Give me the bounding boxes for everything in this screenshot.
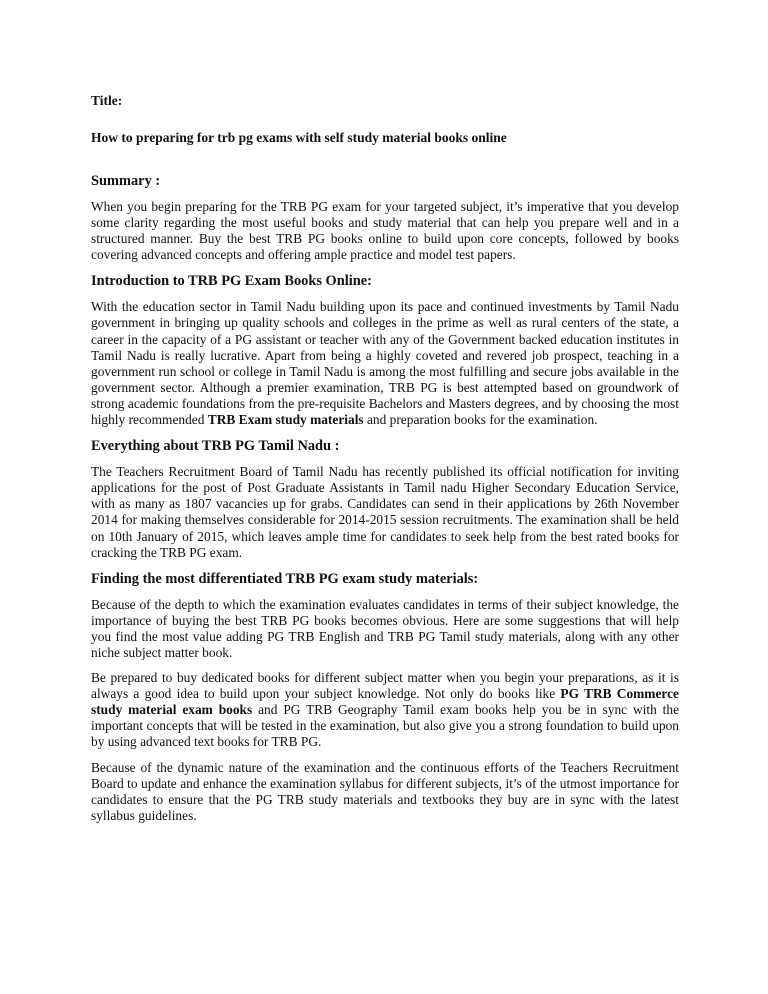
finding-2-text-end: and PG TRB Geography Tamil exam books help you be in sync with the important concepts that will be tested in the examination, but also give you a strong foundation to build upon by using advanced text books for TRB PG. [91, 702, 680, 750]
intro-heading: Introduction to TRB PG Exam Books Online: [91, 273, 372, 290]
intro-bold-phrase: TRB Exam study materials [207, 412, 364, 428]
finding-paragraph-3: Because of the dynamic nature of the examination and the continuous efforts of the Teachers Recruitment Board to update and enhance the examination syllabus for different subjects, it’s of the utmost importance for candidates to ensure that the PG TRB study materials and textbooks they buy are in sync with the latest syllabus guidelines. [91, 759, 679, 823]
intro-text-start: With the education sector in Tamil Nadu building upon its pace and continued investments by Tamil Nadu government in bringing up quality schools and colleges in the prime as well as rural centers of the state, a career in the capacity of a PG assistant or teacher with any of the Government backed education institutes in Tamil Nadu is really lucrative. Apart from being a highly coveted and revered job prospect, teaching in a government run school or college in Tamil Nadu is among the most fulfilling and secure jobs available in the government sector. Although a premier examination, TRB PG is best attempted based on groundwork of strong academic foundations from the pre-requisite Bachelors and Masters degrees, and by choosing the most highly recommended [91, 299, 679, 428]
finding-2-bold-phrase: PG TRB Commerce study material exam books [91, 686, 679, 718]
intro-text-end: and preparation books for the examination. [363, 412, 598, 428]
everything-paragraph: The Teachers Recruitment Board of Tamil Nadu has recently published its official notification for inviting applications for the post of Post Graduate Assistants in Tamil nadu Higher Secondary Education Service, with as many as 1807 vacancies up for grabs. Candidates can send in their applications by 26th November 2014 for making themselves considerable for 2014-2015 session recruitments. The examination shall be held on 10th January of 2015, which leaves ample time for candidates to seek help from the best rated books for cracking the TRB PG exam. [91, 464, 679, 560]
finding-paragraph-2 [91, 670, 679, 750]
document-body [91, 172, 679, 833]
document-title: How to preparing for trb pg exams with self study material books online [91, 130, 507, 145]
finding-2-text-start: Be prepared to buy dedicated books for different subject matter when you begin your preparations, as it is always a good idea to build upon your subject knowledge. Not only do books like [91, 670, 679, 702]
summary-heading: Summary : [91, 173, 161, 189]
title-label: Title: [91, 93, 123, 108]
summary-paragraph: When you begin preparing for the TRB PG exam for your targeted subject, it’s imperative that you develop some clarity regarding the most useful books and study material that can help you prepare well and in a structured manner. Buy the best TRB PG books online to build upon core concepts, followed by books covering advanced concepts and offering ample practice and model test papers. [91, 199, 679, 263]
finding-paragraph-1: Because of the depth to which the examination evaluates candidates in terms of their subject knowledge, the importance of buying the best TRB PG books becomes obvious. Here are some suggestions that will help you find the most value adding PG TRB English and TRB PG Tamil study materials, along with any other niche subject matter book. [91, 596, 679, 660]
everything-heading: Everything about TRB PG Tamil Nadu : [91, 438, 340, 455]
finding-heading: Finding the most differentiated TRB PG exam study materials: [91, 570, 479, 587]
intro-paragraph [91, 299, 679, 428]
